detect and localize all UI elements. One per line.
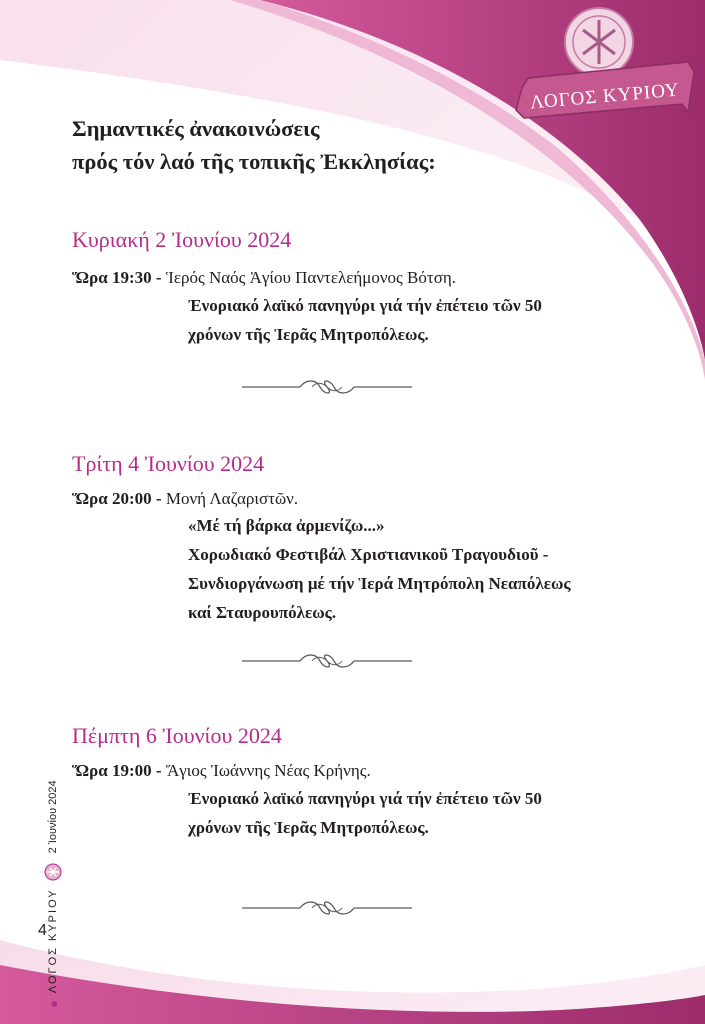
event-time: Ὥρα 19:30 -: [72, 268, 162, 287]
heading-line-1: Σημαντικές ἀνακοινώσεις: [72, 116, 320, 141]
event-line: [72, 268, 456, 288]
event-description-line: Συνδιοργάνωση μέ τήν Ἱερά Μητρόπολη Νεαπόλεως: [188, 574, 571, 593]
event-place: Ἅγιος Ἰωάννης Νέας Κρήνης.: [165, 761, 371, 780]
event-description-line: Ἐνοριακό λαϊκό πανηγύρι γιά τήν ἐπέτειο τῶν 50: [188, 296, 542, 315]
event-description-line: καί Σταυρουπόλεως.: [188, 603, 337, 622]
ornament-divider: [242, 376, 412, 398]
event-description-line: χρόνων τῆς Ἱερᾶς Μητροπόλεως.: [188, 325, 429, 344]
mini-logo-icon: [44, 863, 62, 881]
event-date: Τρίτη 4 Ἰουνίου 2024: [72, 451, 265, 476]
event-description-line: Χορωδιακό Φεστιβάλ Χριστιανικοῦ Τραγουδιοῦ -: [188, 545, 549, 564]
footer-brand: ΛΟΓΟΣ ΚΥΡΙΟΥ: [47, 888, 59, 994]
event-line: [72, 489, 298, 509]
heading-line-2: πρός τόν λαό τῆς τοπικῆς Ἐκκλησίας:: [72, 149, 436, 174]
event-description: [188, 784, 658, 842]
logo-badge: [508, 0, 704, 125]
event-description: [188, 511, 658, 627]
page-number: 4: [38, 922, 47, 939]
event-place: Μονή Λαζαριστῶν.: [165, 489, 299, 508]
event-description-line: Ἐνοριακό λαϊκό πανηγύρι γιά τήν ἐπέτειο τῶν 50: [188, 789, 542, 808]
event-date: Κυριακή 2 Ἰουνίου 2024: [72, 227, 292, 252]
bullet-icon: ●: [45, 1000, 61, 1008]
event-date: Πέμπτη 6 Ἰουνίου 2024: [72, 723, 282, 748]
logo-text: ΛΟΓΟΣ ΚΥΡΙΟΥ: [529, 79, 681, 114]
event-description: [188, 291, 658, 349]
ornament-divider: [242, 897, 412, 919]
footer-issue-date: 2 Ἰουνίου 2024: [47, 780, 59, 854]
event-time: Ὥρα 20:00 -: [72, 489, 162, 508]
event-description-line: «Μέ τή βάρκα ἀρμενίζω...»: [188, 516, 385, 535]
page-heading: [72, 112, 436, 178]
event-place: Ἱερός Ναός Ἁγίου Παντελεήμονος Βότση.: [165, 268, 457, 287]
vertical-footer: [44, 780, 62, 1008]
ornament-divider: [242, 650, 412, 672]
event-line: [72, 761, 371, 781]
event-time: Ὥρα 19:00 -: [72, 761, 162, 780]
event-description-line: χρόνων τῆς Ἱερᾶς Μητροπόλεως.: [188, 818, 429, 837]
